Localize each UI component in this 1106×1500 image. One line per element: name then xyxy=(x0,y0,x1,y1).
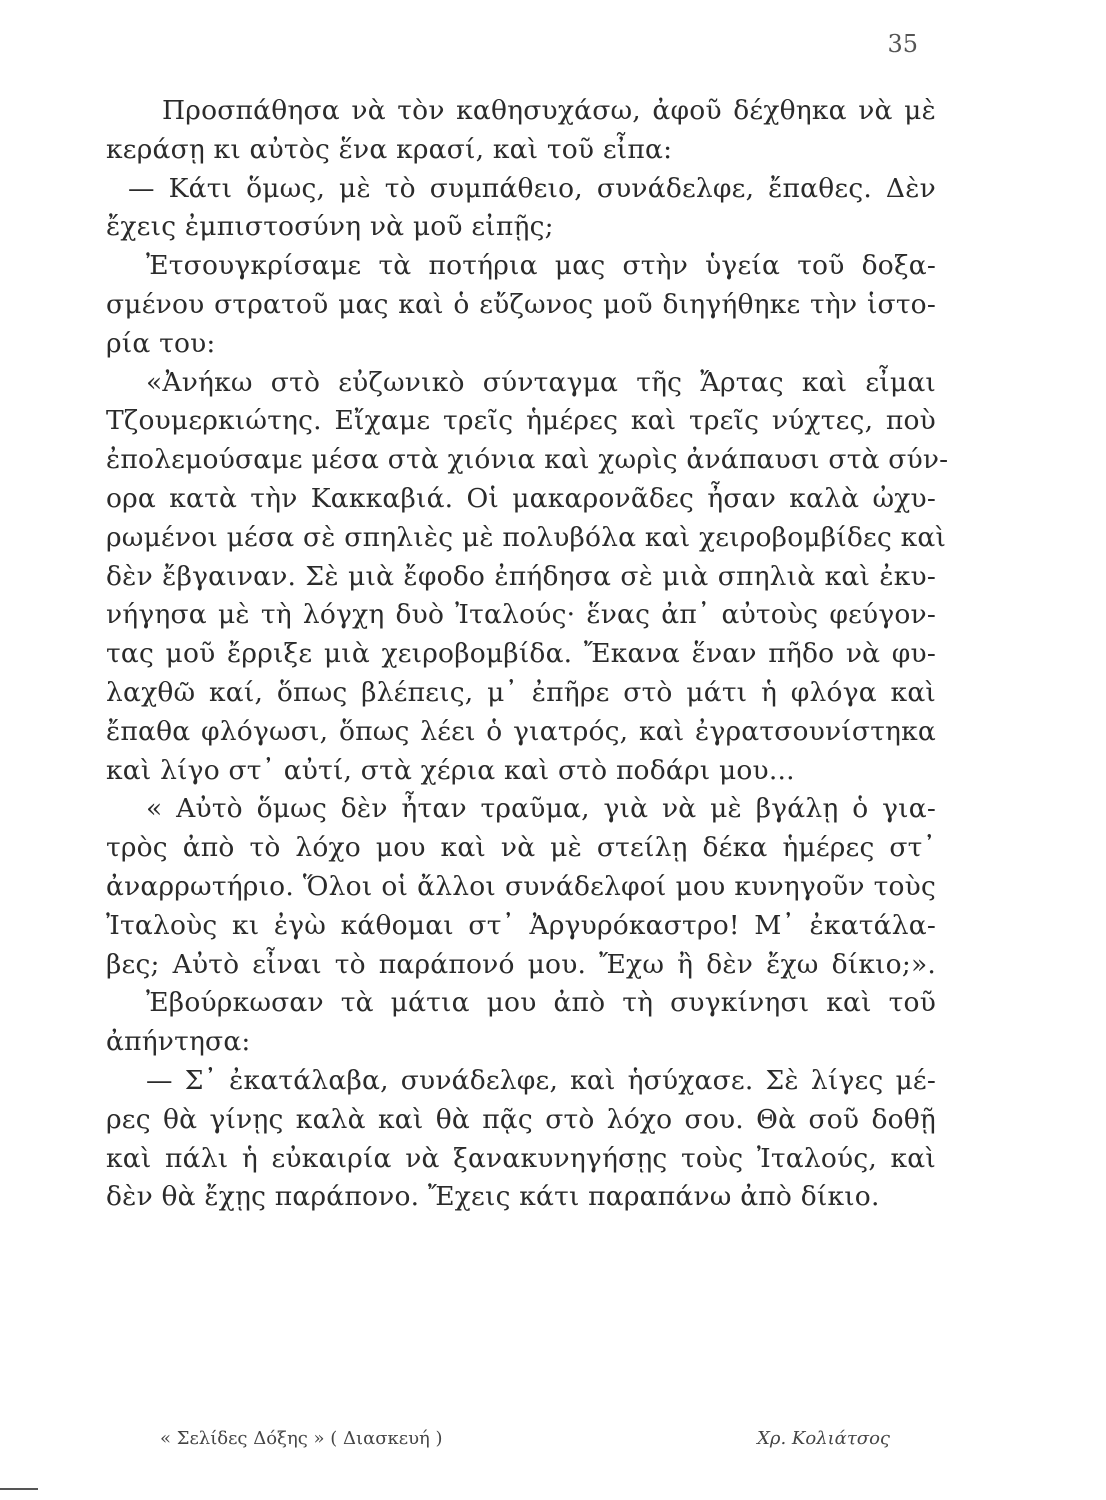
text-line: τρὸς ἀπὸ τὸ λόχο μου καὶ νὰ μὲ στείλῃ δέκα ἡμέρες στ᾿ xyxy=(106,832,936,864)
text-line: «Ἀνήκω στὸ εὐζωνικὸ σύνταγμα τῆς Ἄρτας καὶ εἶμαι xyxy=(146,366,936,398)
text-line: ορα κατὰ τὴν Κακκαβιά. Οἱ μακαρονᾶδες ἦσαν καλὰ ὠχυ- xyxy=(106,482,936,514)
text-line: σμένου στρατοῦ μας καὶ ὁ εὔζωνος μοῦ διηγήθηκε τὴν ἱστο- xyxy=(106,288,936,320)
text-line: ἐπολεμούσαμε μέσα στὰ χιόνια καὶ χωρὶς ἀνάπαυσι στὰ σύν- xyxy=(106,444,949,476)
text-line: — Κάτι ὅμως, μὲ τὸ συμπάθειο, συνάδελφε, ἔπαθες. Δὲν xyxy=(128,172,936,204)
text-line: Τζουμερκιώτης. Εἴχαμε τρεῖς ἡμέρες καὶ τρεῖς νύχτες, ποὺ xyxy=(106,405,936,437)
text-line: ρωμένοι μέσα σὲ σπηλιὲς μὲ πολυβόλα καὶ χειροβομβίδες καὶ xyxy=(106,521,947,553)
text-line: λαχθῶ καί, ὅπως βλέπεις, μ᾿ ἐπῆρε στὸ μάτι ἡ φλόγα καὶ xyxy=(106,676,936,708)
text-line: νήγησα μὲ τὴ λόγχη δυὸ Ἰταλούς· ἕνας ἀπ᾿ αὐτοὺς φεύγον- xyxy=(106,599,936,631)
text-line: καὶ λίγο στ᾿ αὐτί, στὰ χέρια καὶ στὸ ποδάρι μου... xyxy=(106,754,795,786)
author-name: Χρ. Κολιάτσος xyxy=(757,1428,890,1449)
text-line: τας μοῦ ἔρριξε μιὰ χειροβομβίδα. Ἔκανα ἕναν πῆδο νὰ φυ- xyxy=(106,638,936,670)
text-line: Ἐτσουγκρίσαμε τὰ ποτήρια μας στὴν ὑγεία τοῦ δοξα- xyxy=(146,250,936,282)
text-line: ρες θὰ γίνῃς καλὰ καὶ θὰ πᾷς στὸ λόχο σου. Θὰ σοῦ δοθῇ xyxy=(106,1103,936,1135)
text-line: ἀπήντησα: xyxy=(106,1026,251,1058)
text-line: ἔχεις ἐμπιστοσύνη νὰ μοῦ εἰπῇς; xyxy=(106,211,554,243)
text-line: κεράσῃ κι αὐτὸς ἕνα κρασί, καὶ τοῦ εἶπα: xyxy=(106,133,673,165)
text-line: Προσπάθησα νὰ τὸν καθησυχάσω, ἀφοῦ δέχθηκα νὰ μὲ xyxy=(162,95,936,126)
text-line: καὶ πάλι ἡ εὐκαιρία νὰ ξανακυνηγήσῃς τοὺς Ἰταλούς, καὶ xyxy=(106,1142,936,1174)
text-line: ἀναρρωτήριο. Ὅλοι οἱ ἄλλοι συνάδελφοί μου κυνηγοῦν τοὺς xyxy=(106,870,936,902)
text-line: Ἰταλοὺς κι ἐγὼ κάθομαι στ᾿ Ἀργυρόκαστρο! Μ᾿ ἐκατάλα- xyxy=(106,909,936,941)
text-line: « Αὐτὸ ὅμως δὲν ἦταν τραῦμα, γιὰ νὰ μὲ βγάλῃ ὁ για- xyxy=(146,793,936,825)
source-citation: « Σελίδες Δόξης » ( Διασκευή ) xyxy=(160,1428,443,1449)
text-line: δὲν ἔβγαιναν. Σὲ μιὰ ἔφοδο ἐπήδησα σὲ μιὰ σπηλιὰ καὶ ἐκυ- xyxy=(106,560,936,592)
text-line: Ἐβούρκωσαν τὰ μάτια μου ἀπὸ τὴ συγκίνησι καὶ τοῦ xyxy=(146,987,936,1019)
page-footer xyxy=(160,1428,890,1449)
body-text xyxy=(106,92,949,1217)
text-line: ἔπαθα φλόγωσι, ὅπως λέει ὁ γιατρός, καὶ ἐγρατσουνίστηκα xyxy=(106,715,936,747)
text-line: ρία του: xyxy=(106,327,216,359)
scan-edge-mark xyxy=(0,1488,38,1490)
text-line: βες; Αὐτὸ εἶναι τὸ παράπονό μου. Ἔχω ἢ δὲν ἔχω δίκιο;». xyxy=(106,948,936,980)
page-number: 35 xyxy=(887,30,918,58)
text-line: δὲν θὰ ἔχῃς παράπονο. Ἔχεις κάτι παραπάνω ἀπὸ δίκιο. xyxy=(106,1181,880,1213)
text-line: — Σ᾿ ἐκατάλαβα, συνάδελφε, καὶ ἡσύχασε. Σὲ λίγες μέ- xyxy=(146,1064,936,1096)
